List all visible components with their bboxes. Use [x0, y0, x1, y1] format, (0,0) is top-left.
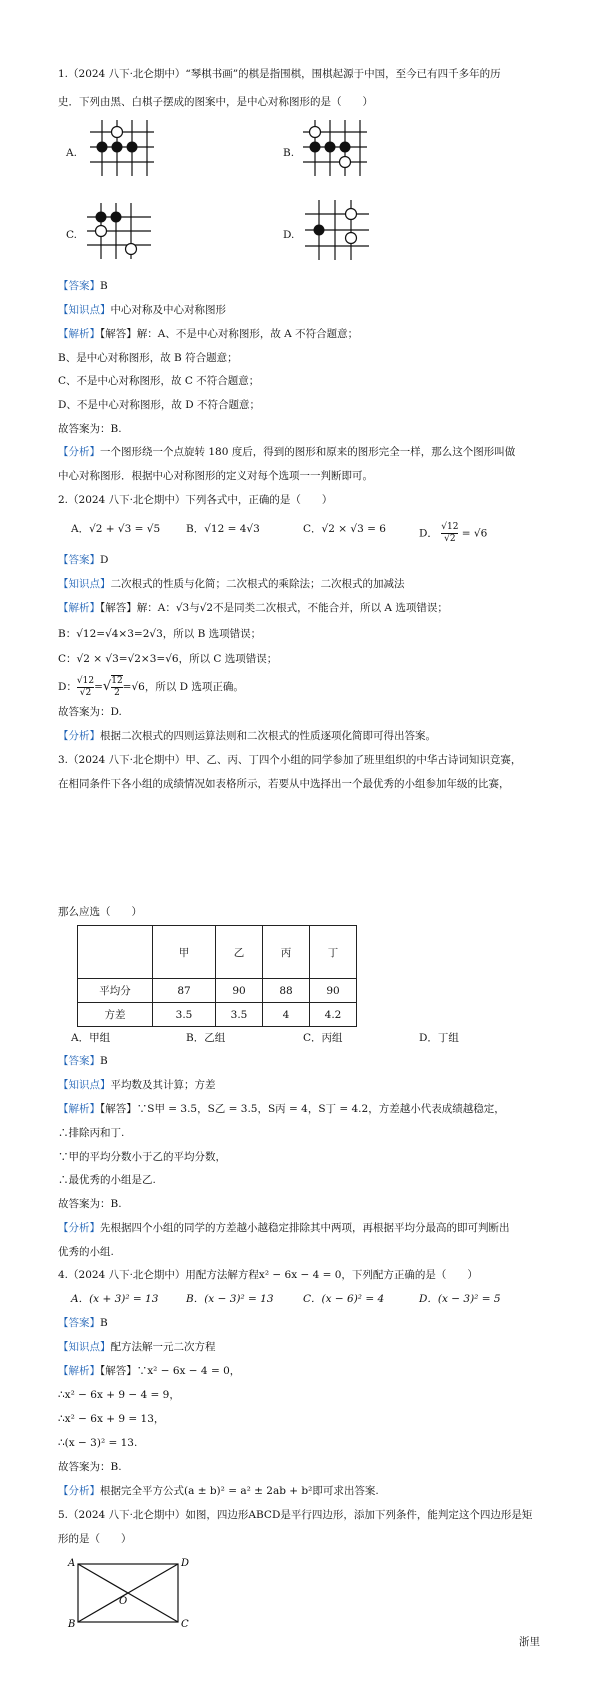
table-cell: 方差	[78, 1003, 153, 1027]
q5-stem-line2: 形的是（ ）	[58, 1533, 132, 1545]
q4-knowledge-point: 【知识点】配方法解一元二次方程	[58, 1341, 216, 1353]
q3-stem-line2: 在相同条件下各小组的成绩情况如表格所示，若要从中选择出一个最优秀的小组参加年级的比赛，	[58, 778, 510, 790]
q3-knowledge-point: 【知识点】平均数及其计算；方差	[58, 1079, 216, 1091]
q4-explanation: 【分析】根据完全平方公式(a ± b)² = a² ± 2ab + b²即可求出答案.	[58, 1485, 379, 1497]
go-pattern-d	[305, 200, 369, 260]
q3-stem-line3: 那么应选（ ）	[58, 906, 142, 918]
q4-conclusion: 故答案为：B.	[58, 1461, 122, 1473]
q3-analysis-line2: ∴排除丙和丁.	[58, 1127, 125, 1139]
table-cell: 3.5	[216, 1003, 263, 1027]
center-o-label: O	[119, 1596, 128, 1607]
table-header-cell: 甲	[153, 926, 216, 979]
q2-option-b: B．√12 = 4√3	[186, 523, 260, 535]
go-pattern-a	[90, 120, 154, 176]
vertex-d-label: D	[181, 1558, 190, 1569]
q4-analysis-line4: ∴(x − 3)² = 13.	[58, 1437, 138, 1449]
vertex-c-label: C	[181, 1619, 189, 1628]
q3-option-d: D．丁组	[419, 1032, 459, 1044]
table-cell: 3.5	[153, 1003, 216, 1027]
q3-analysis: 【解析】【解答】∵S甲 = 3.5，S乙 = 3.5，S丙 = 4，S丁 = 4.2，方差越小代表成绩越稳定，	[58, 1103, 505, 1115]
table-cell: 88	[263, 979, 310, 1003]
q2-analysis-line2: B：√12=√4×3=2√3，所以 B 选项错误；	[58, 628, 262, 640]
q1-knowledge-point: 【知识点】中心对称及中心对称图形	[58, 304, 226, 316]
parallelogram-abcd-figure	[66, 1556, 196, 1628]
q2-analysis-line3: C：√2 × √3=√2×3=√6，所以 C 选项错误；	[58, 653, 278, 665]
q1-stem-line2: 史．下列由黑、白棋子摆成的图案中，是中心对称图形的是（ ）	[58, 96, 373, 108]
q2-analysis: 【解析】【解答】解：A：√3与√2不是同类二次根式，不能合并，所以 A 选项错误；	[58, 602, 448, 614]
q3-score-table	[77, 925, 357, 1027]
q4-option-c: C．(x − 6)² = 4	[303, 1293, 385, 1305]
go-pattern-c	[87, 203, 151, 259]
table-row	[78, 926, 357, 979]
q2-explanation: 【分析】根据二次根式的四则运算法则和二次根式的性质逐项化简即可得出答案。	[58, 730, 436, 742]
q3-option-a: A．甲组	[71, 1032, 111, 1044]
table-cell: 4.2	[310, 1003, 357, 1027]
table-header-cell: 丙	[263, 926, 310, 979]
q1-analysis-line4: D、不是中心对称图形，故 D 不符合题意；	[58, 399, 261, 411]
q3-analysis-line4: ∴最优秀的小组是乙.	[58, 1174, 156, 1186]
q3-option-c: C．丙组	[303, 1032, 343, 1044]
q4-option-a: A．(x + 3)² = 13	[71, 1293, 159, 1305]
q1-analysis: 【解析】【解答】解：A、不是中心对称图形，故 A 不符合题意；	[58, 328, 359, 340]
page-footer: 浙里	[519, 1636, 540, 1648]
q1-option-a-label: A.	[66, 147, 77, 159]
q3-conclusion: 故答案为：B.	[58, 1198, 122, 1210]
q1-answer: 【答案】B	[58, 280, 108, 292]
table-header-cell: 丁	[310, 926, 357, 979]
q1-option-d-label: D.	[283, 229, 295, 241]
q2-option-d: D． $\frac{√12}{√2}$ = √6	[419, 522, 488, 544]
table-cell: 90	[216, 979, 263, 1003]
q3-explanation-line2: 优秀的小组.	[58, 1246, 114, 1258]
q1-stem-line1: 1.（2024 八下·北仑期中）“琴棋书画”的棋是指围棋，围棋起源于中国，至今已有四千多年的历	[58, 68, 501, 80]
q1-explanation-line2: 中心对称图形．根据中心对称图形的定义对每个选项一一判断即可。	[58, 470, 373, 482]
vertex-a-label: A	[68, 1558, 76, 1569]
q1-analysis-line3: C、不是中心对称图形，故 C 不符合题意；	[58, 375, 260, 387]
table-cell: 平均分	[78, 979, 153, 1003]
table-header-cell: 乙	[216, 926, 263, 979]
q4-analysis: 【解析】【解答】∵x² − 6x − 4 = 0，	[58, 1365, 241, 1377]
go-pattern-b	[303, 120, 367, 176]
table-row	[78, 979, 357, 1003]
q2-analysis-line4: D： $\frac{√12}{√2}$ =√ $\frac{12}{2}$ =√6，所以 D 选项正确。	[58, 675, 244, 698]
q2-option-a: A．√2 + √3 = √5	[71, 523, 161, 535]
q2-stem: 2.（2024 八下·北仑期中）下列各式中，正确的是（ ）	[58, 494, 333, 506]
q1-explanation: 【分析】一个图形绕一个点旋转 180 度后，得到的图形和原来的图形完全一样，那么这个图形叫做	[58, 446, 516, 458]
q4-stem: 4.（2024 八下·北仑期中）用配方法解方程x² − 6x − 4 = 0，下列配方正确的是（ ）	[58, 1269, 478, 1281]
q1-option-c-label: C.	[66, 229, 77, 241]
q1-conclusion: 故答案为：B.	[58, 423, 122, 435]
q3-stem-line1: 3.（2024 八下·北仑期中）甲、乙、丙、丁四个小组的同学参加了班里组织的中华古诗词知识竞赛，	[58, 754, 522, 766]
table-header-cell	[78, 926, 153, 979]
q2-answer: 【答案】D	[58, 554, 109, 566]
q2-conclusion: 故答案为：D.	[58, 706, 122, 718]
table-cell: 4	[263, 1003, 310, 1027]
q1-option-b-label: B.	[283, 147, 295, 159]
q4-analysis-line2: ∴x² − 6x + 9 − 4 = 9，	[58, 1389, 180, 1401]
q2-knowledge-point: 【知识点】二次根式的性质与化简；二次根式的乘除法；二次根式的加减法	[58, 578, 405, 590]
q4-option-b: B．(x − 3)² = 13	[186, 1293, 274, 1305]
q5-stem-line1: 5.（2024 八下·北仑期中）如图，四边形ABCD是平行四边形，添加下列条件，能判定这个四边形是矩	[58, 1509, 533, 1521]
q4-analysis-line3: ∴x² − 6x + 9 = 13，	[58, 1413, 165, 1425]
q3-analysis-line3: ∵甲的平均分数小于乙的平均分数，	[58, 1151, 226, 1163]
q4-option-d: D．(x − 3)² = 5	[419, 1293, 501, 1305]
q1-analysis-line2: B、是中心对称图形，故 B 符合题意；	[58, 352, 238, 364]
vertex-b-label: B	[68, 1619, 76, 1628]
q3-option-b: B．乙组	[186, 1032, 226, 1044]
q3-explanation: 【分析】先根据四个小组的同学的方差越小越稳定排除其中两项，再根据平均分最高的即可判断出	[58, 1222, 510, 1234]
q2-option-c: C．√2 × √3 = 6	[303, 523, 386, 535]
q3-answer: 【答案】B	[58, 1055, 108, 1067]
table-cell: 87	[153, 979, 216, 1003]
table-cell: 90	[310, 979, 357, 1003]
q2-option-d-fraction: $\frac{√12}{√2}$	[441, 522, 459, 544]
q4-answer: 【答案】B	[58, 1317, 108, 1329]
table-row	[78, 1003, 357, 1027]
